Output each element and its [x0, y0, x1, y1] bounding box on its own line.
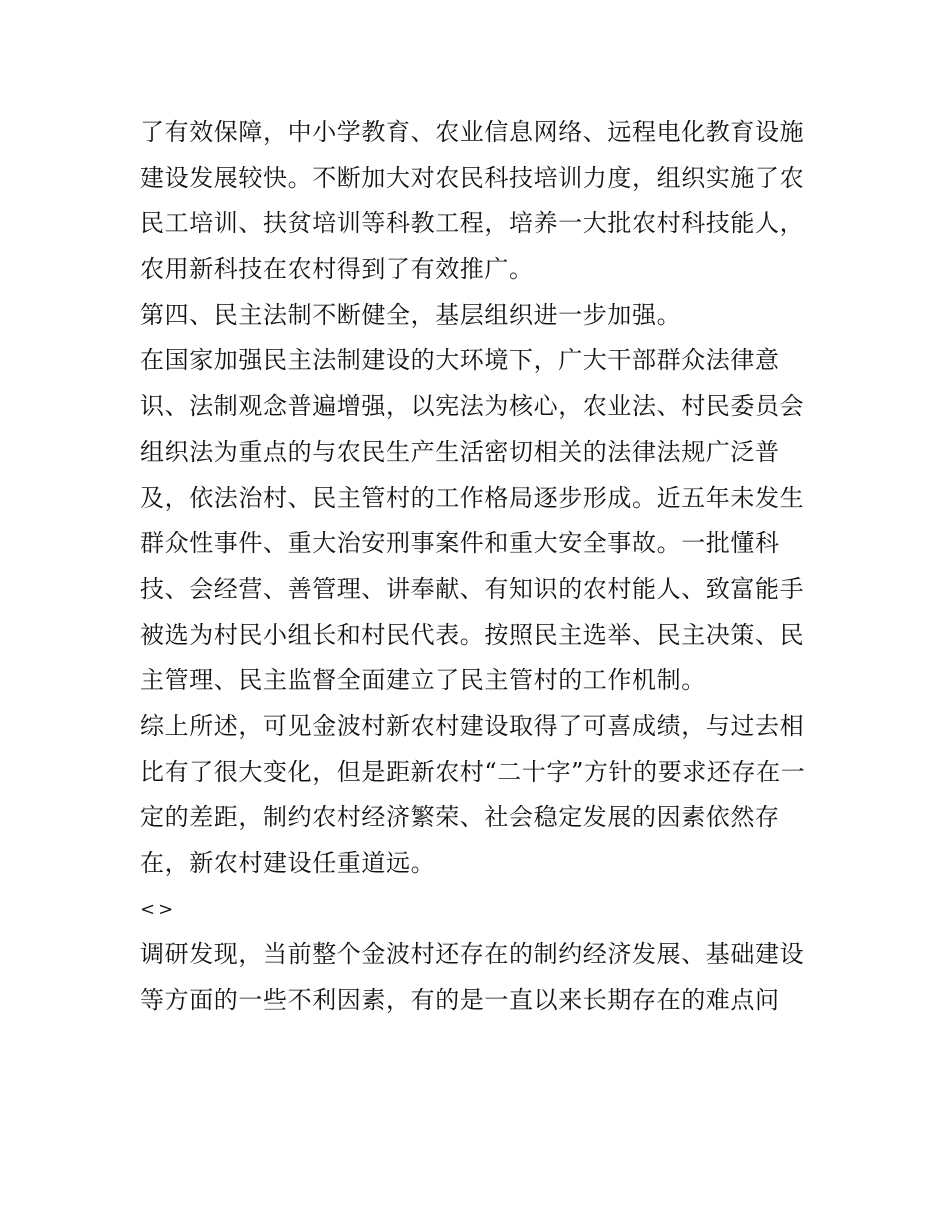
- text-line: 识、法制观念普遍增强，以宪法为核心，农业法、村民委员会: [140, 392, 805, 421]
- text-line: 及，依法治村、民主管村的工作格局逐步形成。近五年未发生: [140, 483, 805, 512]
- text-line: 比有了很大变化，但是距新农村“二十字”方针的要求还存在一: [140, 757, 806, 786]
- text-line: 调研发现，当前整个金波村还存在的制约经济发展、基础建设: [140, 940, 805, 969]
- text-line: 了有效保障，中小学教育、农业信息网络、远程电化教育设施: [140, 118, 805, 146]
- text-line: 定的差距，制约农村经济繁荣、社会稳定发展的因素依然存: [140, 803, 780, 832]
- text-line: 建设发展较快。不断加大对农民科技培训力度，组织实施了农: [140, 163, 805, 192]
- text-line: 被选为村民小组长和村民代表。按照民主选举、民主决策、民: [140, 620, 805, 649]
- text-line: 技、会经营、善管理、讲奉献、有知识的农村能人、致富能手: [140, 574, 805, 603]
- text-line: 群众性事件、重大治安刑事案件和重大安全事故。一批懂科: [140, 529, 780, 558]
- text-line: 综上所述，可见金波村新农村建设取得了可喜成绩，与过去相: [140, 711, 805, 740]
- text-line: 在国家加强民主法制建设的大环境下，广大干部群众法律意: [140, 346, 780, 375]
- section-marker: <>: [140, 898, 177, 920]
- document-body: [140, 110, 820, 1024]
- section-heading: 第四、民主法制不断健全，基层组织进一步加强。: [140, 300, 682, 329]
- text-line: 民工培训、扶贫培训等科教工程，培养一大批农村科技能人，: [140, 209, 805, 238]
- text-line: 主管理、民主监督全面建立了民主管村的工作机制。: [140, 666, 706, 695]
- text-line: 农用新科技在农村得到了有效推广。: [140, 255, 534, 284]
- text-line: 等方面的一些不利因素，有的是一直以来长期存在的难点问: [140, 986, 780, 1015]
- text-line: 组织法为重点的与农民生产生活密切相关的法律法规广泛普: [140, 437, 780, 466]
- text-line: 在，新农村建设任重道远。: [140, 849, 436, 877]
